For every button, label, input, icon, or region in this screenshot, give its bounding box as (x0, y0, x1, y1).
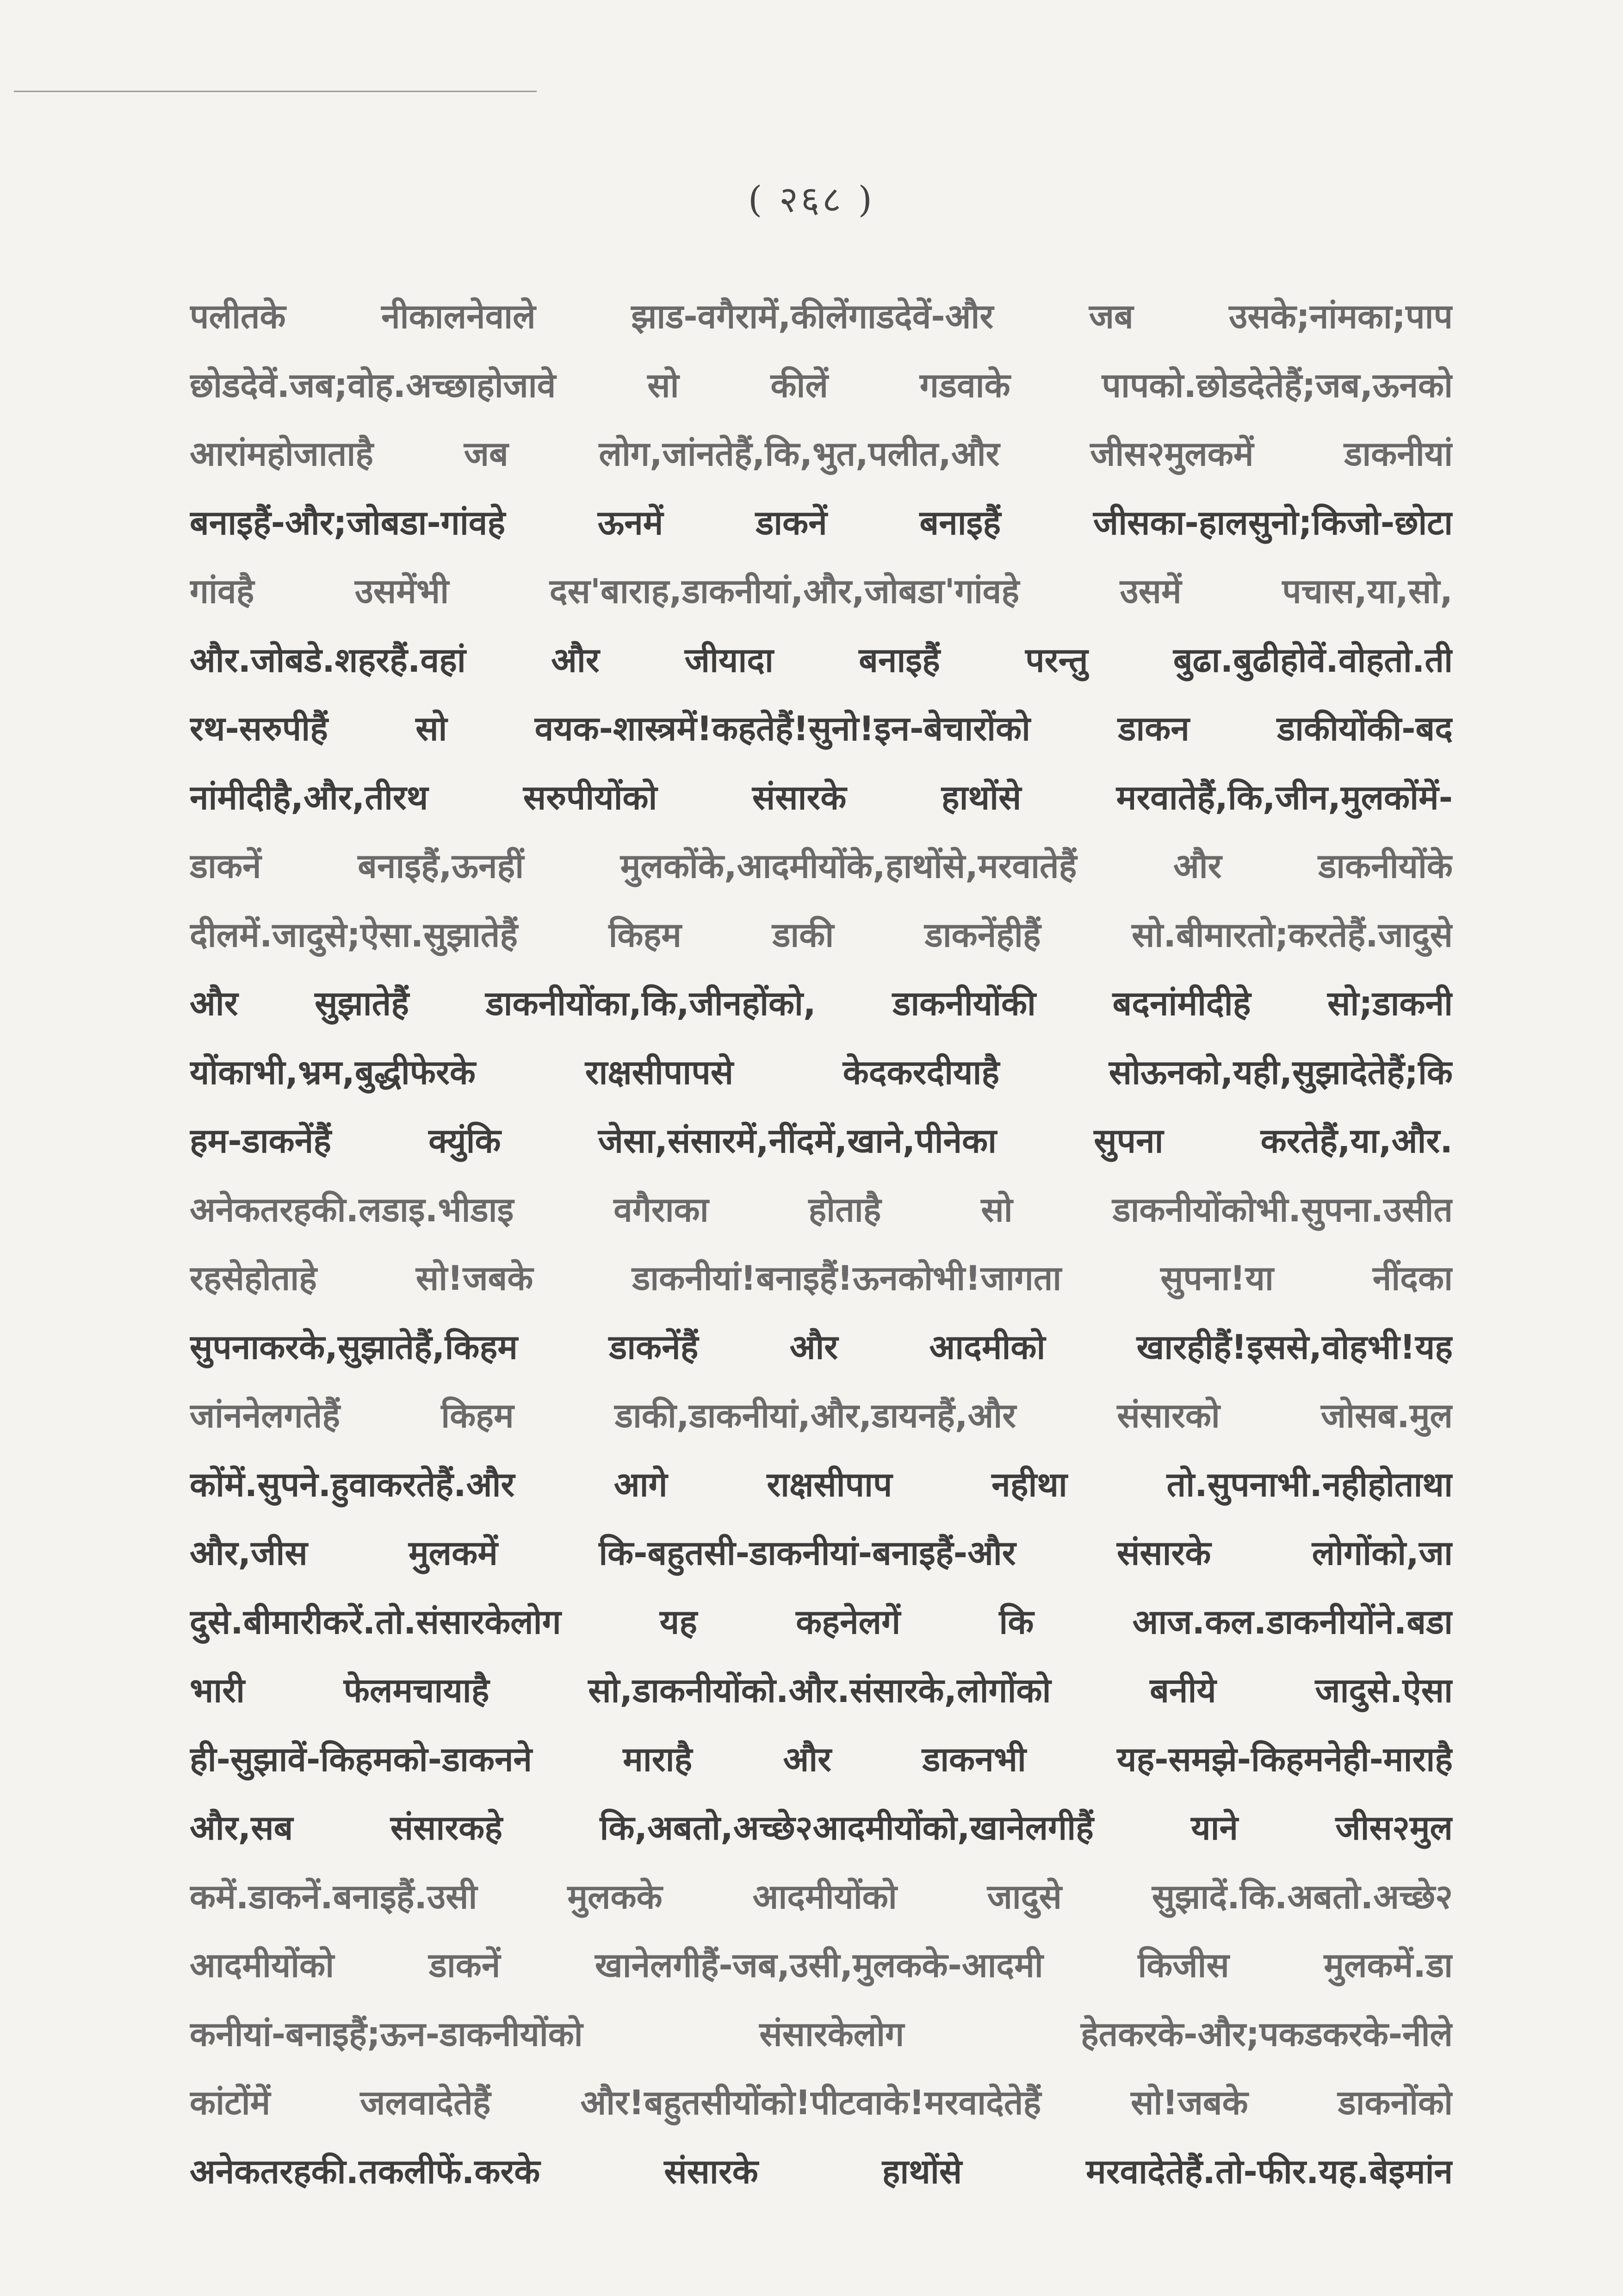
text-line: दीलमें.जादुसे;ऐसा.सुझातेहैं किहम डाकी डाकनेंहीहैं सो.बीमारतो;करतेहैं.जादुसे (190, 915, 1453, 955)
text-line: नांमीदीहै,और,तीरथ सरुपीयोंको संसारके हाथोंसे मरवातेहैं,कि,जीन,मुलकोंमें- (190, 778, 1453, 817)
text-line: और.जोबडे.शहरहैं.वहां और जीयादा बनाइहैं परन्तु बुढा.बुढीहोवें.वोहतो.ती (190, 640, 1453, 680)
top-rule (14, 91, 537, 92)
text-line: योंकाभी,भ्रम,बुद्धीफेरके राक्षसीपापसे केदकरदीयाहै सोऊनको,यही,सुझादेतेहैं;कि (190, 1052, 1453, 1092)
text-line: कमें.डाकनें.बनाइहैं.उसी मुलकके आदमीयोंको जादुसे सुझादें.कि.अबतो.अच्छे२ (190, 1877, 1453, 1917)
text-line: कोंमें.सुपने.हुवाकरतेहैं.और आगे राक्षसीपाप नहीथा तो.सुपनाभी.नहीहोताथा (190, 1465, 1453, 1504)
text-line: रहसेहोताहे सो!जबके डाकनीयां!बनाइहैं!ऊनकोभी!जागता सुपना!या नींदका (190, 1259, 1453, 1298)
text-line: और,जीस मुलकमें कि-बहुतसी-डाकनीयां-बनाइहैं-और संसारके लोगोंको,जा (190, 1534, 1453, 1573)
text-line: डाकनें बनाइहैं,ऊनहीं मुलकोंके,आदमीयोंके,हाथोंसे,मरवातेहैं और डाकनीयोंके (190, 847, 1453, 886)
body-text (190, 287, 1453, 2207)
page-number: ( २६८ ) (748, 179, 875, 221)
text-line: भारी फेलमचायाहै सो,डाकनीयोंको.और.संसारके,लोगोंको बनीये जादुसे.ऐसा (190, 1671, 1453, 1710)
text-line: अनेकतरहकी.लडाइ.भीडाइ वगैराका होताहै सो डाकनीयोंकोभी.सुपना.उसीत (190, 1190, 1453, 1230)
text-line: जांननेलगतेहैं किहम डाकी,डाकनीयां,और,डायनहैं,और संसारको जोसब.मुल (190, 1396, 1453, 1436)
text-line: दुसे.बीमारीकरें.तो.संसारकेलोग यह कहनेलगें कि आज.कल.डाकनीयोंने.बडा (190, 1602, 1453, 1642)
text-line: और,सब संसारकहे कि,अबतो,अच्छे२आदमीयोंको,खानेलगीहैं याने जीस२मुल (190, 1808, 1453, 1848)
text-line: बनाइहैं-और;जोबडा-गांवहे ऊनमें डाकनें बनाइहैं जीसका-हालसुनो;किजो-छोटा (190, 503, 1453, 543)
text-line: अनेकतरहकी.तकलीफें.करके संसारके हाथोंसे मरवादेतेहैं.तो-फीर.यह.बेइमांन (190, 2152, 1453, 2191)
text-line: आदमीयोंको डाकनें खानेलगीहैं-जब,उसी,मुलकके-आदमी किजीस मुलकमें.डा (190, 1946, 1453, 1985)
text-line: गांवहै उसमेंभी दस'बाराह,डाकनीयां,और,जोबडा'गांवहे उसमें पचास,या,सो, (190, 572, 1453, 611)
text-line: रथ-सरुपीहैं सो वयक-शास्त्रमें!कहतेहैं!सुनो!इन-बेचारोंको डाकन डाकीयोंकी-बद (190, 709, 1453, 749)
text-line: ही-सुझावें-किहमको-डाकनने माराहै और डाकनभी यह-समझे-किहमनेही-माराहै (190, 1739, 1453, 1779)
text-line: हम-डाकनेंहैं क्युंकि जेसा,संसारमें,नींदमें,खाने,पीनेका सुपना करतेहैं,या,और. (190, 1121, 1453, 1161)
text-line: कनीयां-बनाइहैं;ऊन-डाकनीयोंको संसारकेलोग हेतकरके-और;पकडकरके-नीले (190, 2014, 1453, 2054)
text-line: और सुझातेहैं डाकनीयोंका,कि,जीनहोंको, डाकनीयोंकी बदनांमीदीहे सो;डाकनी (190, 984, 1453, 1023)
text-line: पलीतके नीकालनेवाले झाड-वगैरामें,कीलेंगाडदेवें-और जब उसके;नांमका;पाप (190, 297, 1453, 336)
text-line: सुपनाकरके,सुझातेहैं,किहम डाकनेंहैं और आदमीको खारहीहैं!इससे,वोहभी!यह (190, 1327, 1453, 1367)
text-line: आरांमहोजाताहै जब लोग,जांनतेहैं,कि,भुत,पलीत,और जीस२मुलकमें डाकनीयां (190, 434, 1453, 474)
text-line: कांटोंमें जलवादेतेहैं और!बहुतसीयोंको!पीटवाके!मरवादेतेहैं सो!जबके डाकनोंको (190, 2083, 1453, 2123)
text-line: छोडदेवें.जब;वोह.अच्छाहोजावे सो कीलें गडवाके पापको.छोडदेतेहैं;जब,ऊनको (190, 365, 1453, 405)
